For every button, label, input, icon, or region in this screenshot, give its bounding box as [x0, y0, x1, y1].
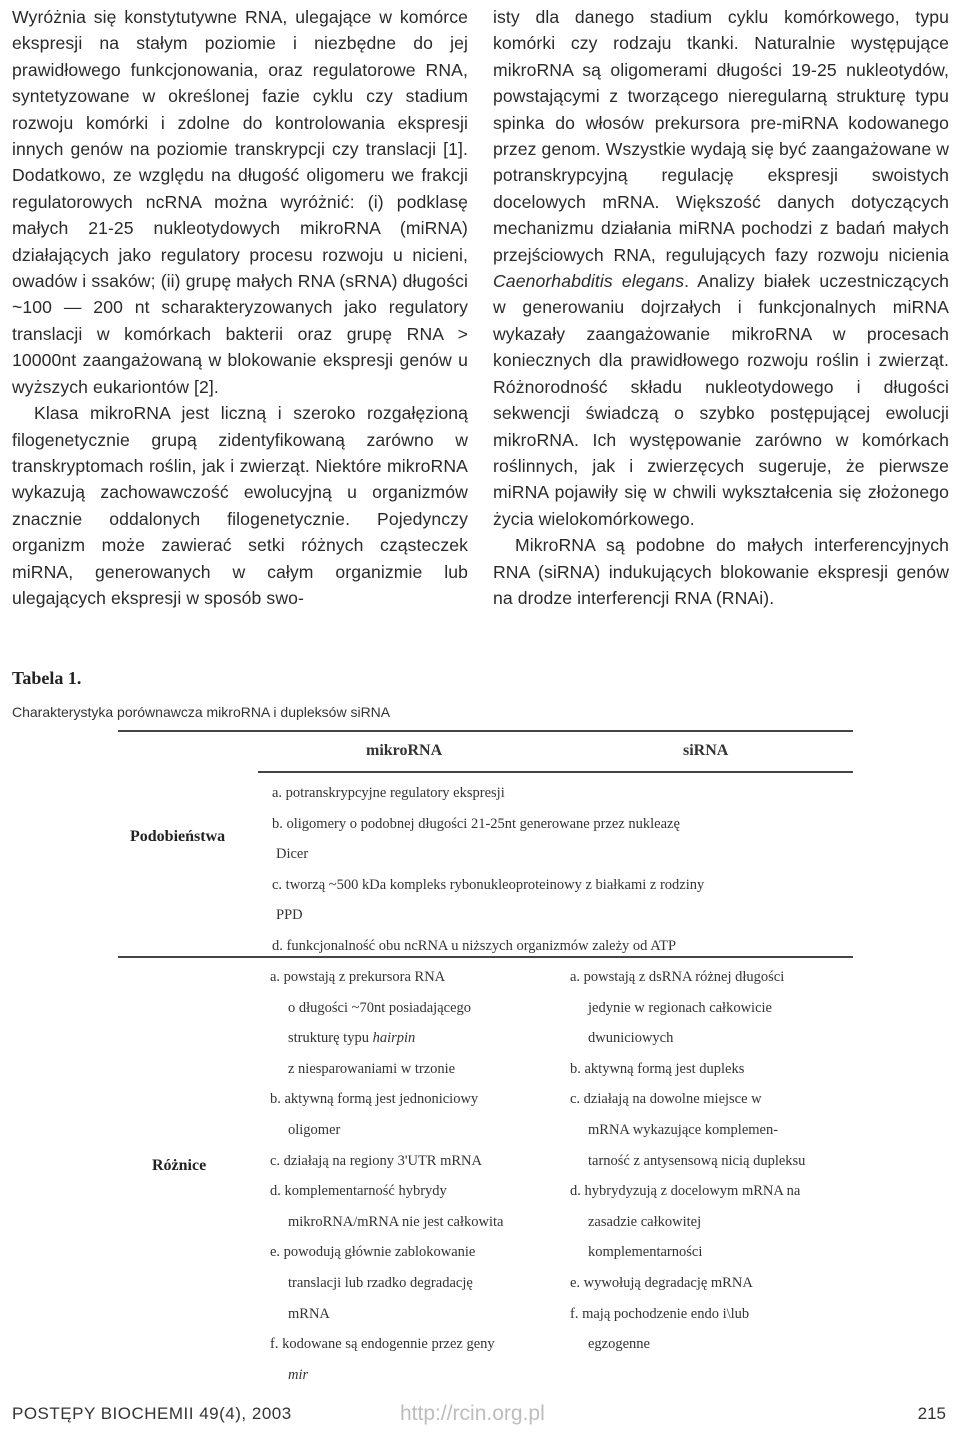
sirna-diff-line: a. powstają z dsRNA różnej długości [570, 969, 785, 985]
mirna-diff-line: oligomer [288, 1121, 341, 1138]
journal-footer: POSTĘPY BIOCHEMII 49(4), 2003 [12, 1404, 292, 1423]
source-url-watermark: http://rcin.org.pl [400, 1402, 545, 1425]
table-label: Tabela 1. [12, 668, 82, 688]
mirna-diff-line: o długości ~70nt posiadającego [288, 999, 472, 1016]
sirna-diff-line: e. wywołują degradację mRNA [570, 1274, 753, 1291]
mirna-diff-line: translacji lub rzadko degradację [288, 1274, 473, 1291]
sirna-diff-line: mRNA wykazujące komplemen- [588, 1121, 779, 1138]
mirna-diff-line: f. kodowane są endogennie przez geny [270, 1336, 495, 1353]
species-name: Caenorhabditis elegans [493, 271, 685, 292]
mirna-diff-line: z niesparowaniami w trzonie [288, 1060, 456, 1077]
right-paragraph-1-part-b: . Analizy białek uczestniczących w generowaniu dojrzałych i funkcjonalnych miRNA wykazały zaangażowanie mikroRNA w procesach koniecznych dla prawidłowego rozwoju roślin i zwierząt. Różnorodność składu nukleotydowego i długości sekwencji świadczą o szybko postępującej ewolucji mikroRNA. Ich występowanie zarówno w komórkach roślinnych, jak i zwierzęcych sugeruje, że pierwsze miRNA pojawiły się w chwili wykształcenia się złożonego życia wielokomórkowego. [493, 271, 949, 529]
mirna-diff-line: b. aktywną formą jest jednoniciowy [270, 1091, 479, 1108]
sirna-diff-line: komplementarności [588, 1244, 703, 1261]
sirna-diff-line: egzogenne [588, 1336, 650, 1353]
mirna-diff-line: mRNA [288, 1305, 330, 1322]
sirna-diff-line: b. aktywną formą jest dupleks [570, 1060, 745, 1077]
sirna-diff-line: tarność z antysensową nicią dupleksu [588, 1152, 806, 1169]
right-paragraph-2: MikroRNA są podobne do małych interferencyjnych RNA (siRNA) indukujących blokowanie ekspresji genów na drodze interferencji RNA (RNAi). [493, 535, 949, 608]
sirna-diff-line: f. mają pochodzenie endo i\lub [570, 1305, 750, 1322]
sirna-diff-line: dwuniciowych [588, 1030, 674, 1047]
mirna-diff-line: c. działają na regiony 3'UTR mRNA [270, 1152, 482, 1169]
page-number: 215 [917, 1404, 946, 1423]
similarity-line: PPD [276, 907, 303, 924]
hairpin-term: hairpin [372, 1030, 416, 1047]
sirna-diff-line: d. hybrydyzują z docelowym mRNA na [570, 1183, 801, 1200]
sirna-diff-line: jedynie w regionach całkowicie [588, 999, 772, 1016]
mirna-diff-line: e. powodują głównie zablokowanie [270, 1244, 476, 1261]
similarity-line: d. funkcjonalność obu ncRNA u niższych organizmów zależy od ATP [272, 937, 677, 954]
mir-gene-term: mir [288, 1366, 309, 1383]
mirna-diff-line-text: strukturę typu [288, 1030, 373, 1047]
table-top-rule [118, 730, 853, 732]
mirna-differences [270, 962, 503, 1390]
similarity-line: b. oligomery o podobnej długości 21-25nt generowane przez nukleazę [272, 815, 680, 832]
left-paragraph-2: Klasa mikroRNA jest liczną i szeroko rozgałęzioną filogenetycznie grupą zidentyfikowaną zarówno w transkryptomach roślin, jak i zwierząt. Niektóre mikroRNA wykazują zachowawczość ewolucyjną u organizmów znacznie oddalonych filogenetycznie. Pojedynczy organizm może zawierać setki różnych cząsteczek miRNA, generowanych w całym organizmie lub ulegających ekspresji w sposób swo- [12, 403, 468, 608]
column-header-sirna: siRNA [683, 742, 729, 759]
table-caption: Charakterystyka porównawcza mikroRNA i dupleksów siRNA [12, 704, 391, 720]
mirna-diff-line: mikroRNA/mRNA nie jest całkowita [288, 1213, 504, 1230]
column-header-mirna: mikroRNA [366, 742, 443, 759]
row-label-differences: Różnice [152, 1157, 207, 1174]
right-paragraph-1-part-a: isty dla danego stadium cyklu komórkowego, typu komórki czy rodzaju tkanki. Naturalnie występujące mikroRNA są oligomerami długości 19-25 nukleotydów, powstającymi z tworzącego nieregularną strukturę typu spinka do włosów prekursora pre-miRNA kodowanego przez genom. Wszystkie wydają się być zaangażowane w potranskrypcyjną regulację ekspresji swoistych docelowych mRNA. Większość danych dotyczących mechanizmu działania miRNA pochodzi z badań małych przejściowych RNA, regulujących fazy rozwoju nicienia [493, 7, 949, 265]
mirna-diff-line: a. powstają z prekursora RNA [270, 969, 446, 985]
similarity-line: Dicer [276, 846, 309, 863]
row-label-similarities: Podobieństwa [130, 828, 226, 845]
similarities-list [272, 778, 832, 962]
similarity-line: c. tworzą ~500 kDa kompleks rybonukleoproteinowy z białkami z rodziny [272, 876, 705, 893]
mirna-diff-line [270, 1360, 503, 1391]
mirna-diff-line [270, 1023, 503, 1054]
sirna-differences [570, 962, 805, 1360]
sirna-diff-line: c. działają na dowolne miejsce w [570, 1091, 762, 1108]
section-rule [118, 956, 853, 958]
header-rule [258, 771, 853, 773]
sirna-diff-line: zasadzie całkowitej [588, 1213, 702, 1230]
mirna-diff-line: d. komplementarność hybrydy [270, 1183, 447, 1200]
left-paragraph-1: Wyróżnia się konstytutywne RNA, ulegające w komórce ekspresji na stałym poziomie i niezbędne do jej prawidłowego funkcjonowania, oraz regulatorowe RNA, syntetyzowane w określonej fazie cyklu czy stadium rozwoju komórki i zdolne do kontrolowania ekspresji innych genów na poziomie transkrypcji czy translacji [1]. Dodatkowo, ze względu na długość oligomeru we frakcji regulatorowych ncRNA można wyróżnić: (i) podklasę małych 21-25 nukleotydowych mikroRNA (miRNA) działających jako regulatory procesu rozwoju u nicieni, owadów i ssaków; (ii) grupę małych RNA (sRNA) długości ~100 — 200 nt scharakteryzowanych jako regulatory translacji w komórkach bakterii oraz grupę RNA > 10000nt zaangażowaną w blokowanie ekspresji genów u wyższych eukariontów [2]. [12, 7, 468, 397]
similarity-line: a. potranskrypcyjne regulatory ekspresji [272, 785, 505, 801]
